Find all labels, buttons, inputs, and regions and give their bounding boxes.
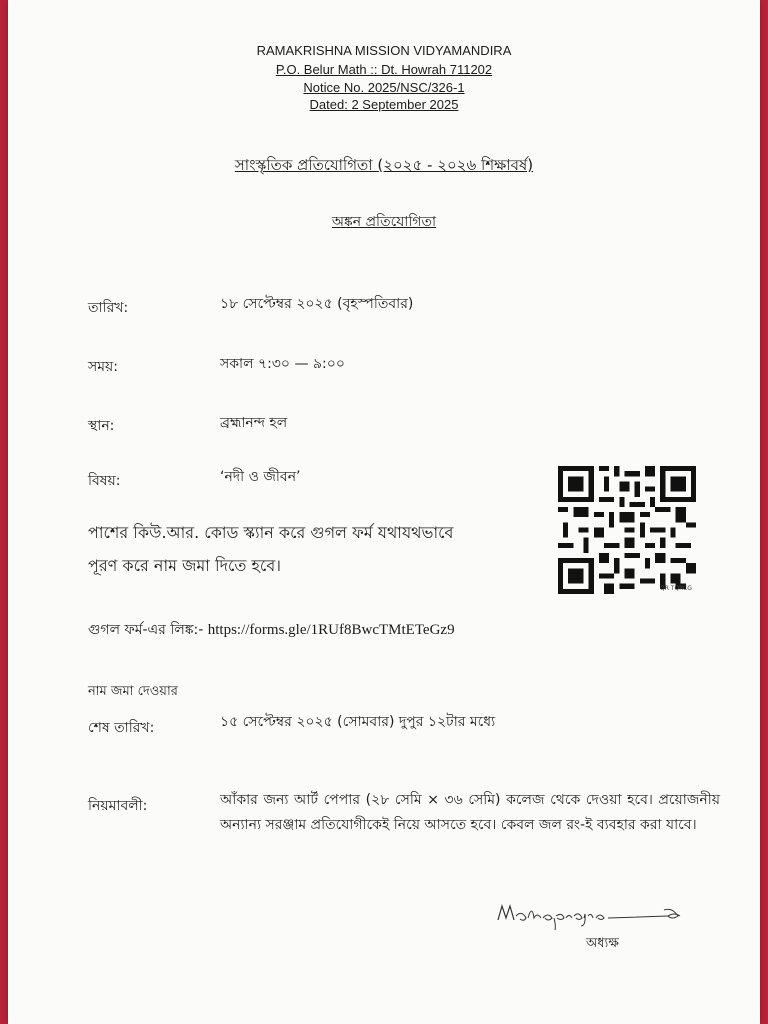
rules-text: আঁকার জন্য আর্ট পেপার (২৮ সেমি × ৩৬ সেমি) কলেজ থেকে দেওয়া হবে। প্রয়োজনীয় অন্যান্য সরঞ্জাম প্রতিযোগীকেই নিয়ে আসতে হবে। কেবল জল রং-ই ব্যবহার করা যাবে। (220, 792, 720, 833)
form-link-url[interactable]: https://forms.gle/1RUf8BwcTMtETeGz9 (207, 622, 455, 638)
signature-image (488, 898, 698, 932)
qr-caption: QR TQRCG (660, 585, 692, 592)
qr-instruction-line1: পাশের কিউ.আর. কোড স্ক্যান করে গুগল ফর্ম যথাযথভাবে (88, 523, 454, 542)
deadline-label-line2: শেষ তারিখ: (88, 720, 155, 736)
org-address: P.O. Belur Math :: Dt. Howrah 711202 (275, 62, 493, 77)
signatory-role: অধ্যক্ষ (586, 936, 619, 951)
notice-page (8, 0, 760, 1024)
form-link-label: গুগল ফর্ম-এর লিঙ্ক:- (88, 622, 208, 638)
page-title: সাংস্কৃতিক প্রতিযোগিতা (২০২৫ - ২০২৬ শিক্ষাবর্ষ) (234, 156, 534, 174)
notice-date: Dated: 2 September 2025 (309, 97, 459, 112)
notice-number: Notice No. 2025/NSC/326-1 (303, 80, 465, 95)
venue-label: স্থান: (88, 418, 115, 434)
deadline-value: ১৫ সেপ্টেম্বর ২০২৫ (সোমবার) দুপুর ১২টার মধ্যে (220, 714, 496, 730)
rules-label: নিয়মাবলী: (88, 798, 148, 814)
time-value: সকাল ৭:৩০ — ৯:০০ (220, 356, 345, 372)
org-name: RAMAKRISHNA MISSION VIDYAMANDIRA (256, 43, 512, 58)
event-title: অঙ্কন প্রতিযোগিতা (331, 214, 437, 230)
qr-instruction-line2: পূরণ করে নাম জমা দিতে হবে। (88, 556, 281, 575)
deadline-label-line1: নাম জমা দেওয়ার (88, 684, 178, 699)
date-label: তারিখ: (88, 300, 129, 316)
form-link-row (88, 618, 455, 642)
time-label: সময়: (88, 359, 118, 375)
venue-value: ব্রহ্মানন্দ হল (220, 415, 288, 431)
topic-label: বিষয়: (88, 473, 121, 489)
topic-value: ‘নদী ও জীবন’ (220, 469, 301, 485)
qr-code-icon[interactable] (558, 466, 696, 594)
date-value: ১৮ সেপ্টেম্বর ২০২৫ (বৃহস্পতিবার) (220, 296, 414, 312)
